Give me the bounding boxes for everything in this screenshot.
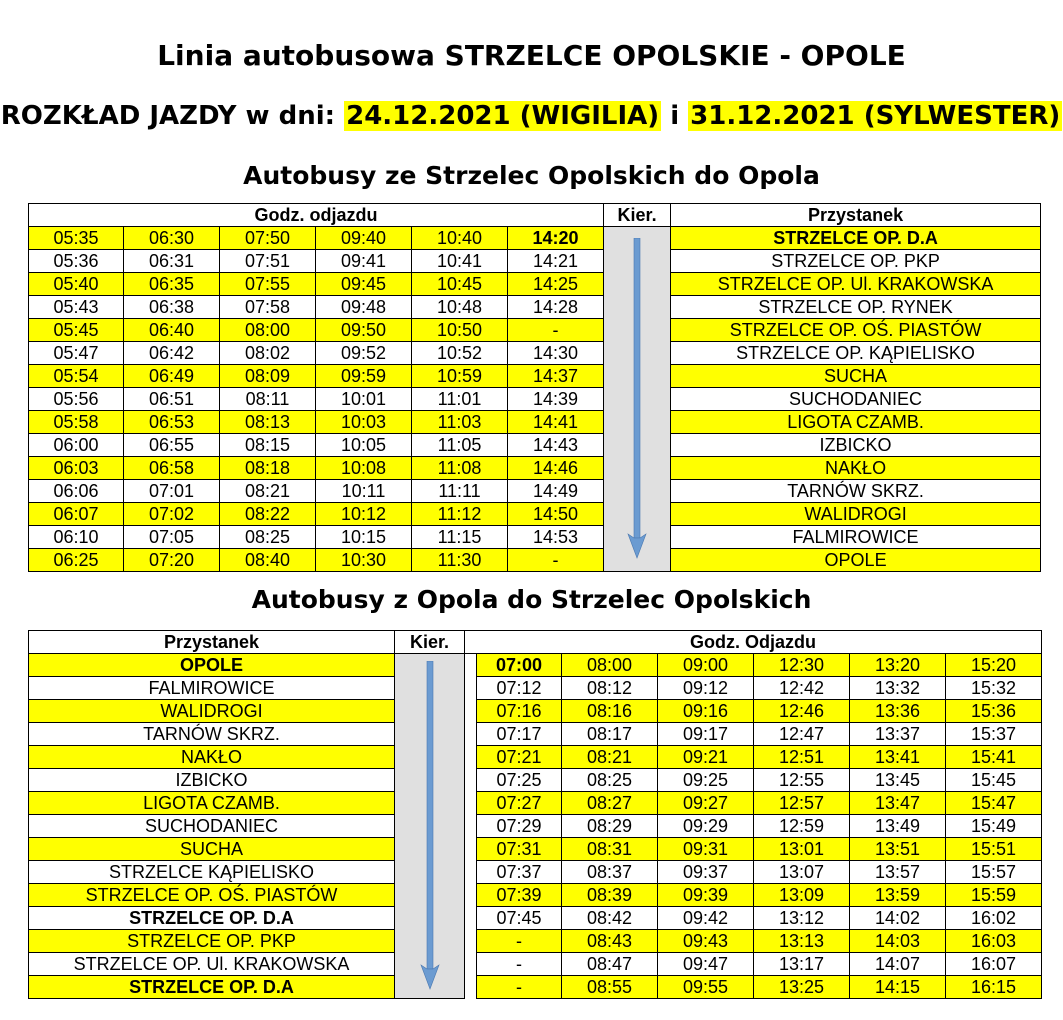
stop-name: SUCHODANIEC — [671, 388, 1041, 411]
departure-time: 14:43 — [508, 434, 604, 457]
departure-time: 07:20 — [124, 549, 220, 572]
departure-time: 08:47 — [562, 953, 658, 976]
departure-time: 12:46 — [754, 700, 850, 723]
subtitle-prefix: ROZKŁAD JAZDY w dni: — [0, 101, 345, 131]
departure-time: 09:59 — [316, 365, 412, 388]
departure-time: 10:45 — [412, 273, 508, 296]
departure-time: 09:27 — [658, 792, 754, 815]
departure-time: 15:49 — [946, 815, 1042, 838]
departure-time: 14:21 — [508, 250, 604, 273]
departure-time: 06:31 — [124, 250, 220, 273]
departure-time: 08:21 — [562, 746, 658, 769]
departure-time: 07:45 — [477, 907, 562, 930]
departure-time: 14:46 — [508, 457, 604, 480]
stop-name: NAKŁO — [29, 746, 395, 769]
departure-time: 06:00 — [29, 434, 124, 457]
stop-name: OPOLE — [29, 654, 395, 677]
table-row — [29, 769, 1042, 792]
departure-time: 10:12 — [316, 503, 412, 526]
departure-time: 09:31 — [658, 838, 754, 861]
departure-time: 15:45 — [946, 769, 1042, 792]
departure-time: 07:01 — [124, 480, 220, 503]
stop-name: FALMIROWICE — [29, 677, 395, 700]
departure-time: 06:49 — [124, 365, 220, 388]
departure-time: 09:40 — [316, 227, 412, 250]
departure-time: 13:07 — [754, 861, 850, 884]
departure-time: 08:25 — [562, 769, 658, 792]
table-row — [29, 250, 1041, 273]
timetable-to-opole — [28, 203, 1041, 572]
departure-time: 13:51 — [850, 838, 946, 861]
departure-time: 10:40 — [412, 227, 508, 250]
stop-name: SUCHODANIEC — [29, 815, 395, 838]
departure-time: 11:03 — [412, 411, 508, 434]
departure-time: 16:07 — [946, 953, 1042, 976]
departure-time: 05:35 — [29, 227, 124, 250]
departure-time: 08:27 — [562, 792, 658, 815]
stop-name: LIGOTA CZAMB. — [671, 411, 1041, 434]
departure-time: 08:16 — [562, 700, 658, 723]
departure-time: 06:07 — [29, 503, 124, 526]
table-row — [29, 884, 1042, 907]
departure-time: 14:25 — [508, 273, 604, 296]
departure-time: 13:13 — [754, 930, 850, 953]
date-wigilia: 24.12.2021 (WIGILIA) — [346, 101, 660, 131]
stop-name: STRZELCE OP. OŚ. PIASTÓW — [671, 319, 1041, 342]
departure-time: 06:30 — [124, 227, 220, 250]
departure-time: 14:03 — [850, 930, 946, 953]
departure-time: 09:17 — [658, 723, 754, 746]
table-row — [29, 526, 1041, 549]
table-row — [29, 503, 1041, 526]
departure-time: 10:01 — [316, 388, 412, 411]
departure-time: 07:21 — [477, 746, 562, 769]
departure-time: 08:18 — [220, 457, 316, 480]
stop-name: NAKŁO — [671, 457, 1041, 480]
departure-time: 08:40 — [220, 549, 316, 572]
departure-time: 07:16 — [477, 700, 562, 723]
departure-time: 13:57 — [850, 861, 946, 884]
departure-time: 09:43 — [658, 930, 754, 953]
departure-time: 06:53 — [124, 411, 220, 434]
stop-name: TARNÓW SKRZ. — [29, 723, 395, 746]
departure-time: 10:48 — [412, 296, 508, 319]
table-row — [29, 792, 1042, 815]
departure-time: 07:55 — [220, 273, 316, 296]
departure-time: 06:51 — [124, 388, 220, 411]
departure-time: 08:17 — [562, 723, 658, 746]
departure-time: 15:47 — [946, 792, 1042, 815]
departure-time: 08:21 — [220, 480, 316, 503]
table-row — [29, 976, 1042, 999]
stop-name: STRZELCE OP. OŚ. PIASTÓW — [29, 884, 395, 907]
section1-heading: Autobusy ze Strzelec Opolskich do Opola — [243, 161, 820, 190]
departure-time: - — [508, 319, 604, 342]
departure-time: 12:42 — [754, 677, 850, 700]
stop-name: IZBICKO — [671, 434, 1041, 457]
stop-name: STRZELCE OP. PKP — [29, 930, 395, 953]
table-row — [29, 746, 1042, 769]
departure-time: 14:28 — [508, 296, 604, 319]
departure-time: 05:45 — [29, 319, 124, 342]
departure-time: - — [508, 549, 604, 572]
departure-time: 09:21 — [658, 746, 754, 769]
departure-time: 08:37 — [562, 861, 658, 884]
departure-time: 15:20 — [946, 654, 1042, 677]
table-row — [29, 723, 1042, 746]
departure-time: 07:05 — [124, 526, 220, 549]
departure-time: 07:25 — [477, 769, 562, 792]
departure-time: 14:41 — [508, 411, 604, 434]
departure-time: 08:31 — [562, 838, 658, 861]
departure-time: 13:49 — [850, 815, 946, 838]
stop-name: FALMIROWICE — [671, 526, 1041, 549]
departure-time: 13:12 — [754, 907, 850, 930]
departure-time: 14:15 — [850, 976, 946, 999]
col-header-stop: Przystanek — [671, 204, 1041, 227]
departure-time: 05:40 — [29, 273, 124, 296]
departure-time: 15:37 — [946, 723, 1042, 746]
col-header-direction: Kier. — [604, 204, 671, 227]
departure-time: 11:08 — [412, 457, 508, 480]
departure-time: 05:54 — [29, 365, 124, 388]
table-header — [29, 204, 1041, 227]
departure-time: 15:41 — [946, 746, 1042, 769]
departure-time: 07:00 — [477, 654, 562, 677]
departure-time: 08:12 — [562, 677, 658, 700]
stop-name: STRZELCE OP. D.A — [671, 227, 1041, 250]
stop-name: OPOLE — [671, 549, 1041, 572]
departure-time: 13:17 — [754, 953, 850, 976]
stop-name: STRZELCE OP. Ul. KRAKOWSKA — [29, 953, 395, 976]
departure-time: 14:50 — [508, 503, 604, 526]
departure-time: 06:25 — [29, 549, 124, 572]
departure-time: 13:01 — [754, 838, 850, 861]
departure-time: 06:06 — [29, 480, 124, 503]
table-row — [29, 953, 1042, 976]
stop-name: SUCHA — [29, 838, 395, 861]
departure-time: 07:51 — [220, 250, 316, 273]
departure-time: 13:09 — [754, 884, 850, 907]
stop-name: LIGOTA CZAMB. — [29, 792, 395, 815]
stop-name: STRZELCE KĄPIELISKO — [29, 861, 395, 884]
departure-time: 09:50 — [316, 319, 412, 342]
departure-time: 07:02 — [124, 503, 220, 526]
departure-time: 12:47 — [754, 723, 850, 746]
departure-time: 14:30 — [508, 342, 604, 365]
departure-time: 07:39 — [477, 884, 562, 907]
departure-time: 07:29 — [477, 815, 562, 838]
table-row — [29, 654, 1042, 677]
departure-time: 09:48 — [316, 296, 412, 319]
table-row — [29, 907, 1042, 930]
page-subtitle — [0, 96, 1063, 136]
section2-heading: Autobusy z Opola do Strzelec Opolskich — [251, 585, 812, 614]
table-header — [29, 631, 1042, 654]
departure-time: 09:29 — [658, 815, 754, 838]
stop-name: WALIDROGI — [671, 503, 1041, 526]
stop-name: STRZELCE OP. RYNEK — [671, 296, 1041, 319]
departure-time: 14:02 — [850, 907, 946, 930]
departure-time: 14:49 — [508, 480, 604, 503]
departure-time: - — [477, 930, 562, 953]
departure-time: 10:05 — [316, 434, 412, 457]
departure-time: 09:37 — [658, 861, 754, 884]
departure-time: 10:41 — [412, 250, 508, 273]
col-header-times: Godz. Odjazdu — [465, 631, 1042, 654]
table-row — [29, 815, 1042, 838]
departure-time: 07:37 — [477, 861, 562, 884]
departure-time: 10:59 — [412, 365, 508, 388]
departure-time: 08:43 — [562, 930, 658, 953]
departure-time: 05:36 — [29, 250, 124, 273]
departure-time: 13:25 — [754, 976, 850, 999]
col-header-stop: Przystanek — [29, 631, 395, 654]
departure-time: 09:45 — [316, 273, 412, 296]
departure-time: 08:02 — [220, 342, 316, 365]
table-row — [29, 677, 1042, 700]
departure-time: 15:36 — [946, 700, 1042, 723]
table-row — [29, 549, 1041, 572]
departure-time: 13:37 — [850, 723, 946, 746]
departure-time: 14:07 — [850, 953, 946, 976]
departure-time: 08:00 — [220, 319, 316, 342]
departure-time: 05:43 — [29, 296, 124, 319]
arrow-down-icon — [419, 661, 441, 991]
stop-name: STRZELCE OP. PKP — [671, 250, 1041, 273]
table-row — [29, 365, 1041, 388]
departure-time: 13:45 — [850, 769, 946, 792]
departure-time: 10:50 — [412, 319, 508, 342]
direction-cell — [604, 227, 671, 572]
departure-time: 10:03 — [316, 411, 412, 434]
departure-time: 13:47 — [850, 792, 946, 815]
departure-time: 05:58 — [29, 411, 124, 434]
table-row — [29, 319, 1041, 342]
table-row — [29, 227, 1041, 250]
table-row — [29, 296, 1041, 319]
stop-name: WALIDROGI — [29, 700, 395, 723]
departure-time: 05:56 — [29, 388, 124, 411]
table-row — [29, 434, 1041, 457]
stop-name: SUCHA — [671, 365, 1041, 388]
departure-time: 12:59 — [754, 815, 850, 838]
departure-time: 11:15 — [412, 526, 508, 549]
departure-time: 07:50 — [220, 227, 316, 250]
departure-time: 07:58 — [220, 296, 316, 319]
departure-time: 11:30 — [412, 549, 508, 572]
departure-time: 09:52 — [316, 342, 412, 365]
table-row — [29, 273, 1041, 296]
departure-time: 08:15 — [220, 434, 316, 457]
departure-time: 07:31 — [477, 838, 562, 861]
departure-time: 12:30 — [754, 654, 850, 677]
departure-time: 10:15 — [316, 526, 412, 549]
departure-time: 09:39 — [658, 884, 754, 907]
table-row — [29, 480, 1041, 503]
departure-time: 10:52 — [412, 342, 508, 365]
departure-time: 13:36 — [850, 700, 946, 723]
departure-time: 10:08 — [316, 457, 412, 480]
stop-name: STRZELCE OP. D.A — [29, 976, 395, 999]
stop-name: STRZELCE OP. Ul. KRAKOWSKA — [671, 273, 1041, 296]
departure-time: 11:01 — [412, 388, 508, 411]
departure-time: 08:22 — [220, 503, 316, 526]
departure-time: 06:58 — [124, 457, 220, 480]
departure-time: 14:39 — [508, 388, 604, 411]
table-row — [29, 457, 1041, 480]
departure-time: 06:55 — [124, 434, 220, 457]
departure-time: 15:32 — [946, 677, 1042, 700]
departure-time: 15:57 — [946, 861, 1042, 884]
departure-time: 06:03 — [29, 457, 124, 480]
departure-time: 09:16 — [658, 700, 754, 723]
departure-time: 11:12 — [412, 503, 508, 526]
departure-time: 09:42 — [658, 907, 754, 930]
departure-time: 09:41 — [316, 250, 412, 273]
arrow-down-icon — [626, 238, 648, 560]
departure-time: 13:41 — [850, 746, 946, 769]
table-row — [29, 700, 1042, 723]
departure-time: 08:29 — [562, 815, 658, 838]
departure-time: 11:05 — [412, 434, 508, 457]
stop-name: TARNÓW SKRZ. — [671, 480, 1041, 503]
table-row — [29, 861, 1042, 884]
departure-time: 12:51 — [754, 746, 850, 769]
departure-time: 07:27 — [477, 792, 562, 815]
departure-time: 09:25 — [658, 769, 754, 792]
departure-time: 06:38 — [124, 296, 220, 319]
departure-time: 06:42 — [124, 342, 220, 365]
departure-time: 14:20 — [508, 227, 604, 250]
departure-time: 08:09 — [220, 365, 316, 388]
spacer-cell — [465, 654, 477, 999]
direction-cell — [395, 654, 465, 999]
col-header-direction: Kier. — [395, 631, 465, 654]
departure-time: 09:55 — [658, 976, 754, 999]
departure-time: - — [477, 976, 562, 999]
departure-time: 07:12 — [477, 677, 562, 700]
table-row — [29, 388, 1041, 411]
departure-time: 06:40 — [124, 319, 220, 342]
departure-time: 13:32 — [850, 677, 946, 700]
departure-time: 12:55 — [754, 769, 850, 792]
departure-time: 09:47 — [658, 953, 754, 976]
departure-time: 08:11 — [220, 388, 316, 411]
departure-time: 08:13 — [220, 411, 316, 434]
departure-time: 08:55 — [562, 976, 658, 999]
departure-time: 10:11 — [316, 480, 412, 503]
departure-time: 10:30 — [316, 549, 412, 572]
table-row — [29, 342, 1041, 365]
departure-time: 11:11 — [412, 480, 508, 503]
departure-time: 16:03 — [946, 930, 1042, 953]
departure-time: 16:15 — [946, 976, 1042, 999]
departure-time: 09:12 — [658, 677, 754, 700]
departure-time: 09:00 — [658, 654, 754, 677]
table-row — [29, 411, 1041, 434]
departure-time: 05:47 — [29, 342, 124, 365]
departure-time: 15:51 — [946, 838, 1042, 861]
departure-time: 06:35 — [124, 273, 220, 296]
col-header-times: Godz. odjazdu — [29, 204, 604, 227]
departure-time: 08:00 — [562, 654, 658, 677]
table-row — [29, 930, 1042, 953]
departure-time: 14:53 — [508, 526, 604, 549]
date-sylwester: 31.12.2021 (SYLWESTER) — [690, 101, 1061, 131]
departure-time: 07:17 — [477, 723, 562, 746]
departure-time: 14:37 — [508, 365, 604, 388]
stop-name: STRZELCE OP. KĄPIELISKO — [671, 342, 1041, 365]
stop-name: STRZELCE OP. D.A — [29, 907, 395, 930]
departure-time: 16:02 — [946, 907, 1042, 930]
departure-time: 13:20 — [850, 654, 946, 677]
departure-time: 08:25 — [220, 526, 316, 549]
departure-time: 08:39 — [562, 884, 658, 907]
departure-time: 08:42 — [562, 907, 658, 930]
timetable-to-strzelce — [28, 630, 1042, 999]
subtitle-conjunction: i — [661, 101, 689, 131]
page-title: Linia autobusowa STRZELCE OPOLSKIE - OPOLE — [157, 39, 906, 72]
departure-time: - — [477, 953, 562, 976]
departure-time: 12:57 — [754, 792, 850, 815]
departure-time: 13:59 — [850, 884, 946, 907]
table-row — [29, 838, 1042, 861]
departure-time: 15:59 — [946, 884, 1042, 907]
departure-time: 06:10 — [29, 526, 124, 549]
stop-name: IZBICKO — [29, 769, 395, 792]
